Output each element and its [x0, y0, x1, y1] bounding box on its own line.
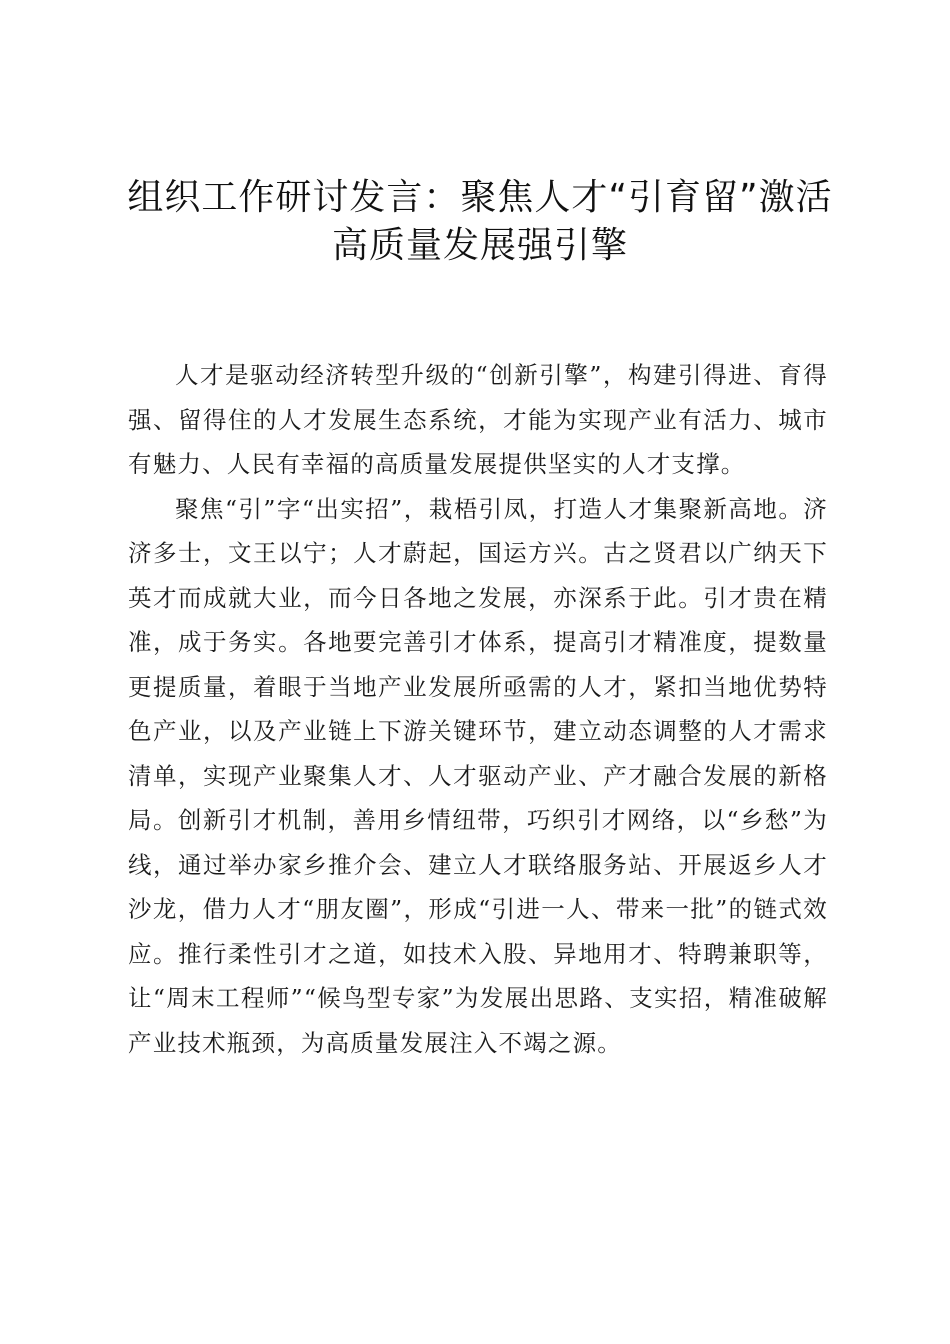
- title-line-2: 高质量发展强引擎: [331, 225, 628, 266]
- document-body: [128, 353, 828, 1065]
- document-title: [100, 174, 860, 270]
- title-line-1: 组织工作研讨发言：聚焦人才“引育留”激活: [127, 177, 833, 218]
- paragraph-intro: 人才是驱动经济转型升级的“创新引擎”，构建引得进、育得强、留得住的人才发展生态系统，才能为实现产业有活力、城市有魅力、人民有幸福的高质量发展提供坚实的人才支撑。: [128, 361, 828, 478]
- paragraph-attract-talent: 聚焦“引”字“出实招”，栽梧引凤，打造人才集聚新高地。济济多士，文王以宁；人才蔚起，国运方兴。古之贤君以广纳天下英才而成就大业，而今日各地之发展，亦深系于此。引才贵在精准，成于务实。各地要完善引才体系，提高引才精准度，提数量更提质量，着眼于当地产业发展所亟需的人才，紧扣当地优势特色产业，以及产业链上下游关键环节，建立动态调整的人才需求清单，实现产业聚集人才、人才驱动产业、产才融合发展的新格局。创新引才机制，善用乡情纽带，巧织引才网络，以“乡愁”为线，通过举办家乡推介会、建立人才联络服务站、开展返乡人才沙龙，借力人才“朋友圈”，形成“引进一人、带来一批”的链式效应。推行柔性引才之道，如技术入股、异地用才、特聘兼职等，让“周末工程师”“候鸟型专家”为发展出思路、支实招，精准破解产业技术瓶颈，为高质量发展注入不竭之源。: [128, 494, 828, 1057]
